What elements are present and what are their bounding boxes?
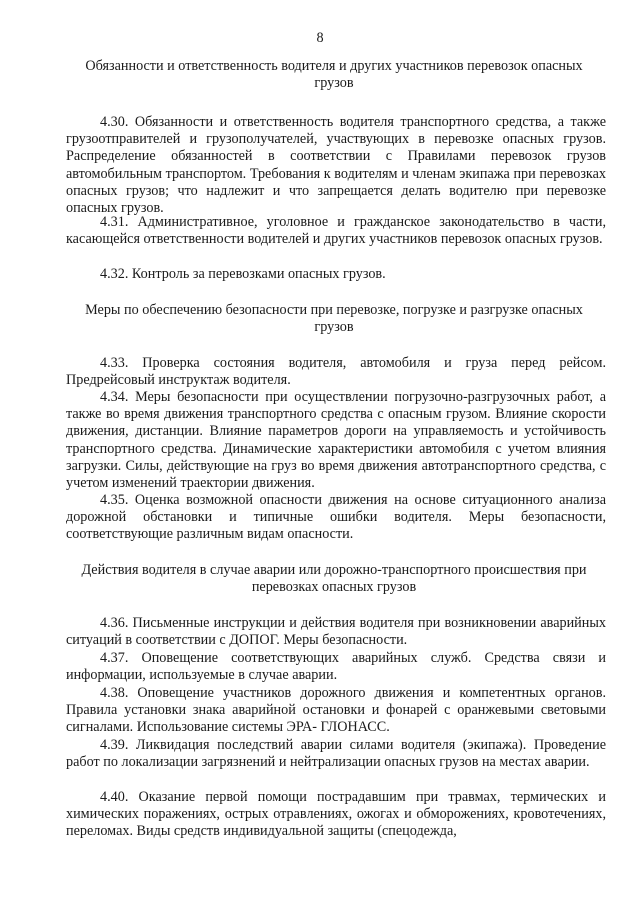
paragraph-4-40: 4.40. Оказание первой помощи пострадавшим при травмах, термических и химических поражениях, острых отравлениях, ожогах и обморожениях, кровотечениях, переломах. Виды средств индивидуальной защиты (спецодежда, — [66, 789, 606, 840]
paragraph-4-33: 4.33. Проверка состояния водителя, автомобиля и груза перед рейсом. Предрейсовый инструктаж водителя. — [66, 355, 606, 389]
paragraph-4-36: 4.36. Письменные инструкции и действия водителя при возникновении аварийных ситуаций в соответствии с ДОПОГ. Меры безопасности. — [66, 615, 606, 649]
paragraph-4-39: 4.39. Ликвидация последствий аварии силами водителя (экипажа). Проведение работ по локализации загрязнений и нейтрализации опасных грузов на местах аварии. — [66, 737, 606, 771]
section-heading-accident-actions: Действия водителя в случае аварии или дорожно-транспортного происшествия при перевозках опасных грузов — [81, 562, 587, 596]
page-number: 8 — [316, 30, 324, 46]
paragraph-4-37: 4.37. Оповещение соответствующих аварийных служб. Средства связи и информации, используемые в случае аварии. — [66, 650, 606, 684]
paragraph-4-32: 4.32. Контроль за перевозками опасных грузов. — [100, 266, 386, 282]
paragraph-4-31: 4.31. Административное, уголовное и гражданское законодательство в части, касающейся ответственности водителей и других участников перевозок опасных грузов. — [66, 214, 606, 248]
section-heading-duties: Обязанности и ответственность водителя и других участников перевозок опасных грузов — [85, 58, 583, 92]
section-heading-safety-measures: Меры по обеспечению безопасности при перевозке, погрузке и разгрузке опасных грузов — [85, 302, 583, 336]
paragraph-4-30: 4.30. Обязанности и ответственность водителя транспортного средства, а также грузоотправителей и грузополучателей, участвующих в перевозке опасных грузов. Распределение обязанностей в соответствии с Правилами перевозок грузов автомобильным транспортом. Требования к водителям и членам экипажа при перевозках опасных грузов; что надлежит и что запрещается делать водителю при перевозке опасных грузов. — [66, 114, 606, 217]
paragraph-4-34: 4.34. Меры безопасности при осуществлении погрузочно-разгрузочных работ, а также во время движения транспортного средства с опасным грузом. Влияние скорости движения, дистанции. Влияние параметров дороги на управляемость и устойчивость транспортного средства. Динамические характеристики автомобиля с учетом влияния загрузки. Силы, действующие на груз во время движения автотранспортного средства, с учетом изменений траектории движения. — [66, 389, 606, 492]
paragraph-4-35: 4.35. Оценка возможной опасности движения на основе ситуационного анализа дорожной обстановки и типичные ошибки водителя. Меры безопасности, соответствующие различным видам опасности. — [66, 492, 606, 543]
paragraph-4-38: 4.38. Оповещение участников дорожного движения и компетентных органов. Правила установки знака аварийной остановки и фонарей с оранжевыми световыми сигналами. Использование системы ЭРА- ГЛОНАСС. — [66, 685, 606, 736]
